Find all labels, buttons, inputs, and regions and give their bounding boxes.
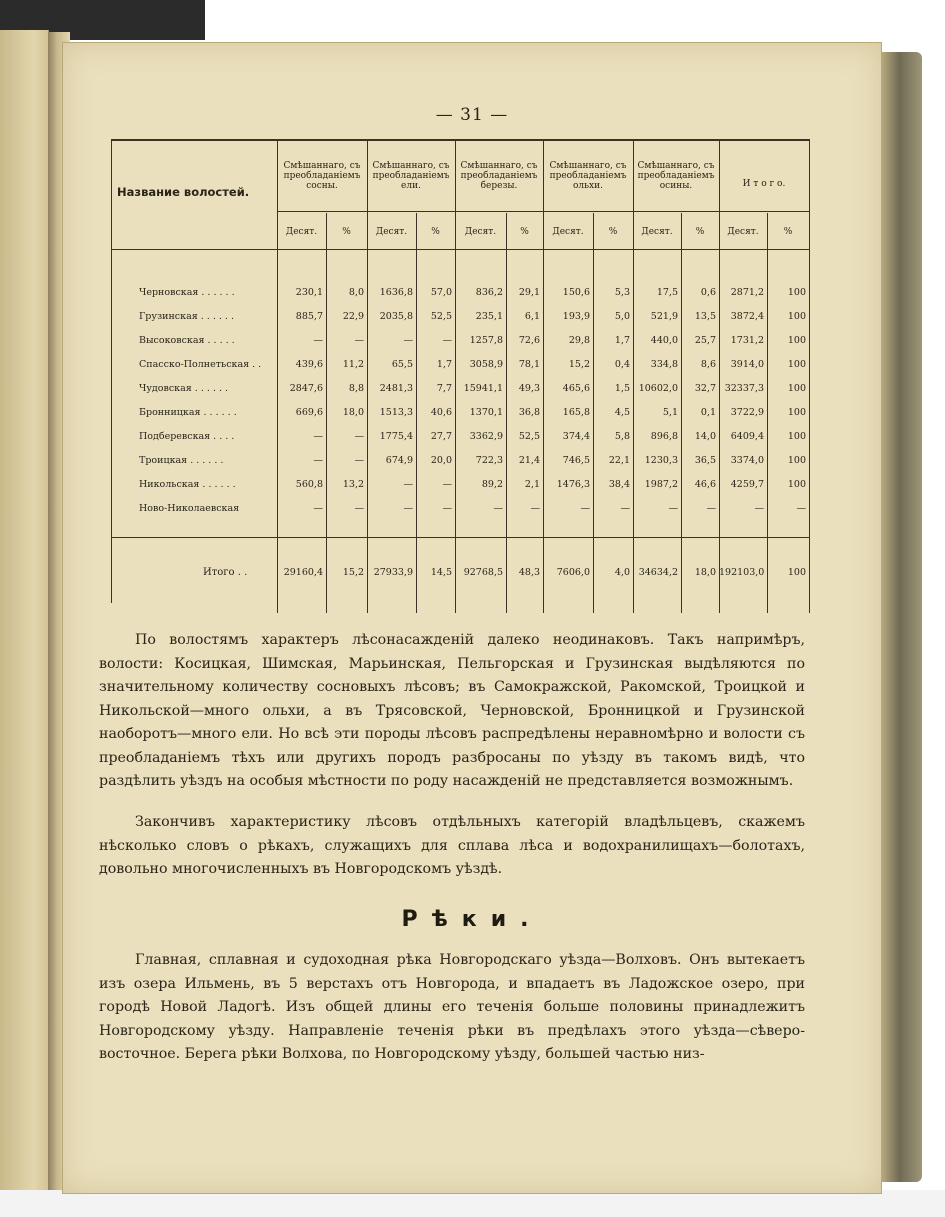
column-group-header: Смѣшаннаго, съ преобладаніемъ ели. bbox=[372, 161, 450, 191]
table-cell: 2847,6 bbox=[289, 383, 323, 394]
table-cell: 52,5 bbox=[518, 431, 540, 442]
forest-table bbox=[111, 139, 809, 603]
table-cell: 6409,4 bbox=[730, 431, 764, 442]
table-cell: 5,0 bbox=[614, 311, 630, 322]
table-cell: 439,6 bbox=[295, 359, 323, 370]
table-cell: 3872,4 bbox=[730, 311, 764, 322]
table-cell: 193,9 bbox=[562, 311, 590, 322]
table-cell: — bbox=[354, 431, 364, 442]
paragraph-text: Закончивъ характеристику лѣсовъ отдѣльныхъ категорій владѣльцевъ, скажемъ нѣсколько словъ о рѣкахъ, служащихъ для сплава лѣса и водохранилищахъ—болотахъ, довольно многочисленныхъ въ Новгородскомъ уѣздѣ. bbox=[99, 814, 805, 877]
table-cell: 34634,2 bbox=[638, 567, 678, 578]
table-cell: 49,3 bbox=[518, 383, 540, 394]
column-group-header: И т о г о. bbox=[742, 179, 786, 189]
table-cell: 20,0 bbox=[430, 455, 452, 466]
table-cell: 48,3 bbox=[518, 567, 540, 578]
table-cell: 3722,9 bbox=[730, 407, 764, 418]
table-cell: 100 bbox=[787, 335, 806, 346]
table-cell: 32,7 bbox=[694, 383, 716, 394]
table-column-rule bbox=[277, 139, 278, 613]
table-column-rule bbox=[367, 139, 368, 613]
table-cell: 17,5 bbox=[656, 287, 678, 298]
scan-margin bbox=[0, 1190, 945, 1217]
table-cell: 8,6 bbox=[700, 359, 716, 370]
book-page bbox=[62, 42, 882, 1194]
table-cell: 4,0 bbox=[614, 567, 630, 578]
table-cell: 100 bbox=[787, 383, 806, 394]
table-cell: 22,1 bbox=[608, 455, 630, 466]
table-cell: 65,5 bbox=[391, 359, 413, 370]
table-cell: 100 bbox=[787, 455, 806, 466]
table-cell: 29160,4 bbox=[283, 567, 323, 578]
table-cell: 1636,8 bbox=[379, 287, 413, 298]
table-cell: 746,5 bbox=[562, 455, 590, 466]
table-cell: 374,4 bbox=[562, 431, 590, 442]
table-cell: 836,2 bbox=[475, 287, 503, 298]
table-row-name: Черновская . . . . . . bbox=[139, 287, 235, 298]
table-cell: — bbox=[442, 479, 452, 490]
paragraph-rivers-intro bbox=[99, 811, 805, 882]
table-cell: 4,5 bbox=[614, 407, 630, 418]
table-cell: — bbox=[403, 479, 413, 490]
table-cell: — bbox=[442, 503, 452, 514]
table-cell: 36,5 bbox=[694, 455, 716, 466]
table-cell: 440,0 bbox=[650, 335, 678, 346]
table-cell: 22,9 bbox=[342, 311, 364, 322]
table-cell: 1257,8 bbox=[469, 335, 503, 346]
column-subheader-dessiat: Десят. bbox=[285, 227, 318, 237]
table-column-rule bbox=[455, 139, 456, 613]
table-cell: 192103,0 bbox=[719, 567, 765, 578]
table-cell: 674,9 bbox=[385, 455, 413, 466]
column-subheader-percent: % bbox=[695, 227, 705, 237]
table-cell: 100 bbox=[787, 287, 806, 298]
table-row-name: Высоковская . . . . . bbox=[139, 335, 235, 346]
table-cell: 1,7 bbox=[436, 359, 452, 370]
table-column-rule bbox=[543, 139, 544, 613]
table-cell: 1370,1 bbox=[469, 407, 503, 418]
column-subheader-dessiat: Десят. bbox=[641, 227, 673, 237]
table-cell: 1731,2 bbox=[730, 335, 764, 346]
table-cell: 1513,3 bbox=[379, 407, 413, 418]
table-cell: — bbox=[354, 335, 364, 346]
table-cell: 5,3 bbox=[614, 287, 630, 298]
table-cell: 521,9 bbox=[650, 311, 678, 322]
table-cell: 7,7 bbox=[436, 383, 452, 394]
section-heading: Рѣки. bbox=[401, 907, 543, 932]
column-subheader-percent: % bbox=[342, 227, 351, 237]
table-cell: 669,6 bbox=[295, 407, 323, 418]
table-row-name: Спасско-Полнетьская . . bbox=[139, 359, 262, 370]
table-cell: — bbox=[313, 431, 323, 442]
column-subheader-percent: % bbox=[783, 227, 793, 237]
table-cell: 8,8 bbox=[348, 383, 364, 394]
table-header-rule bbox=[111, 249, 809, 250]
table-cell: 38,4 bbox=[608, 479, 630, 490]
table-row-name: Чудовская . . . . . . bbox=[139, 383, 229, 394]
column-group-header: Смѣшаннаго, съ преобладаніемъ ольхи. bbox=[549, 161, 627, 191]
table-cell: — bbox=[754, 503, 764, 514]
table-cell: 1,7 bbox=[614, 335, 630, 346]
table-cell: 2,1 bbox=[524, 479, 540, 490]
table-cell: 27933,9 bbox=[373, 567, 413, 578]
table-cell: 100 bbox=[787, 567, 806, 578]
table-cell: — bbox=[403, 335, 413, 346]
table-cell: 2871,2 bbox=[730, 287, 764, 298]
table-cell: 11,2 bbox=[342, 359, 364, 370]
table-cell: — bbox=[796, 503, 806, 514]
table-cell: 2035,8 bbox=[379, 311, 413, 322]
column-subheader-dessiat: Десят. bbox=[375, 227, 408, 237]
paragraph-text: По волостямъ характеръ лѣсонасажденій далеко неодинаковъ. Такъ напримѣръ, волости: Косицкая, Шимская, Марьинская, Пельгорская и Грузинская выдѣляются по значительному количеству сосновыхъ лѣсовъ; въ Самокражской, Ракомской, Троицкой и Никольской—много ольхи, а въ Трясовской, Черновской, Бронницкой и Грузинской наоборотъ—много ели. Но всѣ эти породы лѣсовъ распредѣлены неравномѣрно и волости съ преобладаніемъ тѣхъ или другихъ породъ разбросаны по уѣзду въ такомъ видѣ, что раздѣлить уѣздъ на особыя мѣстности по роду насажденій не представляется возможнымъ. bbox=[99, 632, 805, 789]
table-cell: 14,5 bbox=[430, 567, 452, 578]
table-cell: 1476,3 bbox=[556, 479, 590, 490]
table-cell: 885,7 bbox=[295, 311, 323, 322]
table-cell: — bbox=[493, 503, 503, 514]
table-cell: 465,6 bbox=[562, 383, 590, 394]
table-cell: 14,0 bbox=[694, 431, 716, 442]
table-cell: 4259,7 bbox=[730, 479, 764, 490]
paragraph-text: Главная, сплавная и судоходная рѣка Новгородскаго уѣзда—Волховъ. Онъ вытекаетъ изъ озера Ильмень, въ 5 верстахъ отъ Новгорода, и впадаетъ въ Ладожское озеро, при городѣ Новой Ладогѣ. Изъ общей длины его теченія больше половины принадлежитъ Новгородскому уѣзду. Направленіе теченія рѣки въ предѣлахъ этого уѣзда—сѣверо-восточное. Берега рѣки Волхова, по Новгородскому уѣзду, большей частью низ- bbox=[99, 952, 805, 1062]
table-cell: 2481,3 bbox=[379, 383, 413, 394]
table-cell: 6,1 bbox=[524, 311, 540, 322]
table-cell: 8,0 bbox=[348, 287, 364, 298]
table-cell: 3374,0 bbox=[730, 455, 764, 466]
table-cell: 32337,3 bbox=[724, 383, 764, 394]
table-cell: 722,3 bbox=[475, 455, 503, 466]
table-cell: 334,8 bbox=[650, 359, 678, 370]
table-cell: 18,0 bbox=[342, 407, 364, 418]
table-cell: 1,5 bbox=[614, 383, 630, 394]
table-cell: 13,2 bbox=[342, 479, 364, 490]
table-row-name: Троицкая . . . . . . bbox=[139, 455, 224, 466]
table-cell: 100 bbox=[787, 479, 806, 490]
table-cell: 1230,3 bbox=[644, 455, 678, 466]
table-cell: — bbox=[313, 335, 323, 346]
column-subheader-dessiat: Десят. bbox=[552, 227, 584, 237]
table-cell: 72,6 bbox=[518, 335, 540, 346]
table-cell: 230,1 bbox=[295, 287, 323, 298]
table-cell: 52,5 bbox=[430, 311, 452, 322]
table-cell: 100 bbox=[787, 407, 806, 418]
table-cell: 3362,9 bbox=[469, 431, 503, 442]
column-subheader-percent: % bbox=[431, 227, 440, 237]
table-cell: 27,7 bbox=[430, 431, 452, 442]
table-name-header: Название волостей. bbox=[117, 185, 250, 199]
table-cell: — bbox=[668, 503, 678, 514]
table-cell: 36,8 bbox=[518, 407, 540, 418]
table-cell: 3058,9 bbox=[469, 359, 503, 370]
table-left-rule bbox=[111, 139, 112, 603]
table-column-rule bbox=[633, 139, 634, 613]
table-cell: 235,1 bbox=[475, 311, 503, 322]
table-cell: — bbox=[442, 335, 452, 346]
table-cell: — bbox=[313, 503, 323, 514]
table-cell: — bbox=[580, 503, 590, 514]
table-cell: 100 bbox=[787, 359, 806, 370]
left-page-edge bbox=[0, 30, 49, 1190]
table-column-rule bbox=[809, 139, 810, 613]
table-cell: 78,1 bbox=[518, 359, 540, 370]
table-cell: 25,7 bbox=[694, 335, 716, 346]
table-cell: 165,8 bbox=[562, 407, 590, 418]
table-cell: 1775,4 bbox=[379, 431, 413, 442]
table-cell: 0,1 bbox=[700, 407, 716, 418]
table-row-name: Ново-Николаевская bbox=[139, 503, 240, 514]
table-cell: 21,4 bbox=[518, 455, 540, 466]
table-cell: 896,8 bbox=[650, 431, 678, 442]
table-row-name: Бронницкая . . . . . . bbox=[139, 407, 237, 418]
table-cell: 29,1 bbox=[518, 287, 540, 298]
table-cell: 3914,0 bbox=[730, 359, 764, 370]
table-cell: 10602,0 bbox=[638, 383, 678, 394]
table-cell: 15,2 bbox=[342, 567, 364, 578]
table-row-name: Подберевская . . . . bbox=[139, 431, 235, 442]
table-cell: 150,6 bbox=[562, 287, 590, 298]
table-top-rule bbox=[111, 139, 809, 141]
table-cell: — bbox=[354, 503, 364, 514]
table-cell: 5,1 bbox=[662, 407, 678, 418]
table-cell: 46,6 bbox=[694, 479, 716, 490]
column-group-header: Смѣшаннаго, съ преобладаніемъ осины. bbox=[637, 161, 715, 191]
table-column-rule bbox=[719, 139, 720, 613]
table-cell: 29,8 bbox=[568, 335, 590, 346]
table-row-name: Никольская . . . . . . bbox=[139, 479, 236, 490]
table-cell: 57,0 bbox=[430, 287, 452, 298]
table-cell: — bbox=[706, 503, 716, 514]
table-cell: — bbox=[313, 455, 323, 466]
table-cell: — bbox=[403, 503, 413, 514]
table-cell: 7606,0 bbox=[556, 567, 590, 578]
table-cell: 18,0 bbox=[694, 567, 716, 578]
table-row-name: Грузинская . . . . . . bbox=[139, 311, 234, 322]
table-cell: 100 bbox=[787, 431, 806, 442]
column-subheader-percent: % bbox=[608, 227, 618, 237]
table-cell: — bbox=[530, 503, 540, 514]
column-group-header: Смѣшаннаго, съ преобладаніемъ березы. bbox=[460, 161, 538, 191]
column-subheader-dessiat: Десят. bbox=[464, 227, 497, 237]
table-cell: 0,4 bbox=[614, 359, 630, 370]
table-cell: 13,5 bbox=[694, 311, 716, 322]
table-cell: 92768,5 bbox=[463, 567, 503, 578]
table-cell: 560,8 bbox=[295, 479, 323, 490]
table-cell: 1987,2 bbox=[644, 479, 678, 490]
table-cell: 15,2 bbox=[568, 359, 590, 370]
table-cell: 100 bbox=[787, 311, 806, 322]
table-cell: 89,2 bbox=[481, 479, 503, 490]
table-total-label: Итого . . bbox=[203, 567, 248, 578]
column-subheader-percent: % bbox=[520, 227, 529, 237]
paragraph-districts bbox=[99, 629, 805, 794]
table-cell: 0,6 bbox=[700, 287, 716, 298]
table-cell: — bbox=[620, 503, 630, 514]
column-group-header: Смѣшаннаго, съ преобладаніемъ сосны. bbox=[283, 161, 361, 191]
paragraph-volkhov bbox=[99, 949, 805, 1067]
table-cell: 15941,1 bbox=[463, 383, 503, 394]
table-total-rule bbox=[111, 537, 809, 538]
page-number: — 31 — bbox=[435, 105, 509, 125]
table-cell: — bbox=[354, 455, 364, 466]
table-cell: 40,6 bbox=[430, 407, 452, 418]
column-subheader-dessiat: Десят. bbox=[727, 227, 759, 237]
table-cell: 5,8 bbox=[614, 431, 630, 442]
